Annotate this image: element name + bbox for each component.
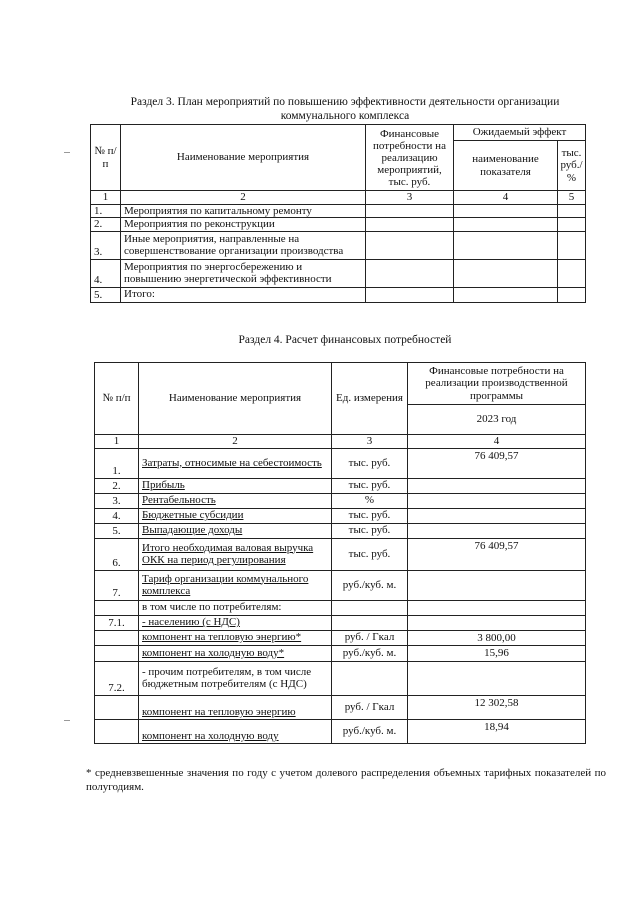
cell-finance (366, 231, 454, 259)
row-num: 7.1. (95, 615, 139, 630)
row-unit (332, 615, 408, 630)
row-name: Мероприятия по энергосбережению и повышению энергетической эффективности (121, 259, 366, 287)
cell-unit (558, 231, 586, 259)
cell-indicator (454, 231, 558, 259)
row-value: 76 409,57 (408, 538, 586, 570)
col-number: 1 (91, 191, 121, 205)
row-unit (332, 600, 408, 615)
row-num: 1. (91, 204, 121, 218)
row-name: Тариф организации коммунального комплекса (139, 570, 332, 600)
row-value (408, 661, 586, 695)
row-name: Прибыль (139, 478, 332, 493)
row-value: 12 302,58 (408, 695, 586, 719)
section3-table (90, 124, 586, 303)
row-name: - населению (с НДС) (139, 615, 332, 630)
section3-title-line2: коммунального комплекса (280, 110, 410, 122)
row-name: компонент на тепловую энергию* (139, 630, 332, 645)
row-name: Бюджетные субсидии (139, 508, 332, 523)
footnote: * средневзвешенные значения по году с учетом долевого распределения объемных тарифных показателей по полугодиям. (86, 767, 606, 793)
row-value: 76 409,57 (408, 448, 586, 478)
row-unit: % (332, 493, 408, 508)
row-value (408, 570, 586, 600)
table-row (95, 538, 586, 570)
row-num: 5. (95, 523, 139, 538)
row-name: Затраты, относимые на себестоимость (139, 448, 332, 478)
cell-unit (558, 204, 586, 218)
cell-indicator (454, 218, 558, 232)
col-number: 4 (408, 435, 586, 449)
row-num: 7. (95, 570, 139, 600)
row-value (408, 523, 586, 538)
header-num: № п/п (95, 363, 139, 435)
header-indicator: наименование показателя (454, 141, 558, 191)
cell-unit (558, 259, 586, 287)
row-unit: тыс. руб. (332, 478, 408, 493)
table-row (91, 204, 586, 218)
row-name: Иные мероприятия, направленные на совершенствование организации производства (121, 231, 366, 259)
row-num: 7.2. (95, 661, 139, 695)
table-row (95, 630, 586, 645)
margin-mark (64, 720, 70, 721)
cell-indicator (454, 204, 558, 218)
row-unit: тыс. руб. (332, 508, 408, 523)
table-row (95, 508, 586, 523)
col-number: 1 (95, 435, 139, 449)
header-finance: Финансовые потребности на реализации производственной программы (408, 363, 586, 405)
header-name: Наименование мероприятия (121, 125, 366, 191)
row-unit (332, 661, 408, 695)
row-num: 2. (91, 218, 121, 232)
row-name: Выпадающие доходы (139, 523, 332, 538)
table-row (95, 493, 586, 508)
table-row (95, 645, 586, 661)
cell-finance (366, 287, 454, 302)
row-num (95, 645, 139, 661)
section3-title-line1: Раздел 3. План мероприятий по повышению эффективности деятельности организации (130, 96, 560, 108)
table-row (95, 695, 586, 719)
col-number: 2 (139, 435, 332, 449)
table-row (95, 570, 586, 600)
row-num: 2. (95, 478, 139, 493)
row-value: 15,96 (408, 645, 586, 661)
row-value (408, 478, 586, 493)
row-unit: руб./куб. м. (332, 570, 408, 600)
col-number: 2 (121, 191, 366, 205)
table-row (95, 478, 586, 493)
row-num (95, 600, 139, 615)
row-name: компонент на холодную воду* (139, 645, 332, 661)
row-name: - прочим потребителям, в том числе бюджетным потребителям (с НДС) (139, 661, 332, 695)
row-num (95, 695, 139, 719)
row-unit: тыс. руб. (332, 448, 408, 478)
row-value (408, 493, 586, 508)
row-num (95, 630, 139, 645)
cell-unit (558, 287, 586, 302)
table-row (95, 719, 586, 743)
row-name: в том числе по потребителям: (139, 600, 332, 615)
header-effect: Ожидаемый эффект (454, 125, 586, 141)
row-name: Рентабельность (139, 493, 332, 508)
margin-mark (64, 152, 70, 153)
col-number: 4 (454, 191, 558, 205)
row-name: компонент на тепловую энергию (139, 695, 332, 719)
row-unit: руб. / Гкал (332, 695, 408, 719)
table-row (91, 231, 586, 259)
row-unit: тыс. руб. (332, 523, 408, 538)
cell-indicator (454, 259, 558, 287)
section4-table (94, 362, 586, 744)
row-value (408, 600, 586, 615)
table-row (95, 448, 586, 478)
row-num: 4. (95, 508, 139, 523)
table-row (91, 287, 586, 302)
cell-finance (366, 259, 454, 287)
row-name: Итого: (121, 287, 366, 302)
header-num: № п/п (91, 125, 121, 191)
header-year: 2023 год (408, 405, 586, 435)
col-number: 5 (558, 191, 586, 205)
cell-finance (366, 204, 454, 218)
row-value (408, 615, 586, 630)
table-row (95, 600, 586, 615)
row-num: 1. (95, 448, 139, 478)
header-unit: тыс. руб./ % (558, 141, 586, 191)
col-number: 3 (366, 191, 454, 205)
cell-indicator (454, 287, 558, 302)
table-row (91, 218, 586, 232)
table-row (91, 259, 586, 287)
row-unit: тыс. руб. (332, 538, 408, 570)
cell-unit (558, 218, 586, 232)
row-value (408, 508, 586, 523)
row-unit: руб. / Гкал (332, 630, 408, 645)
section3-title (80, 95, 610, 123)
row-num: 4. (91, 259, 121, 287)
header-unit: Ед. измерения (332, 363, 408, 435)
row-num: 3. (91, 231, 121, 259)
row-name: Мероприятия по капитальному ремонту (121, 204, 366, 218)
cell-finance (366, 218, 454, 232)
table-row (95, 615, 586, 630)
row-name: Итого необходимая валовая выручка ОКК на период регулирования (139, 538, 332, 570)
row-value: 3 800,00 (408, 630, 586, 645)
row-num: 6. (95, 538, 139, 570)
row-value: 18,94 (408, 719, 586, 743)
row-unit: руб./куб. м. (332, 645, 408, 661)
row-num: 5. (91, 287, 121, 302)
col-number: 3 (332, 435, 408, 449)
row-name: компонент на холодную воду (139, 719, 332, 743)
header-name: Наименование мероприятия (139, 363, 332, 435)
table-row (95, 523, 586, 538)
row-unit: руб./куб. м. (332, 719, 408, 743)
table-row (95, 661, 586, 695)
row-num (95, 719, 139, 743)
section4-title: Раздел 4. Расчет финансовых потребностей (238, 334, 452, 346)
row-name: Мероприятия по реконструкции (121, 218, 366, 232)
row-num: 3. (95, 493, 139, 508)
header-finance: Финансовые потребности на реализацию мероприятий, тыс. руб. (366, 125, 454, 191)
